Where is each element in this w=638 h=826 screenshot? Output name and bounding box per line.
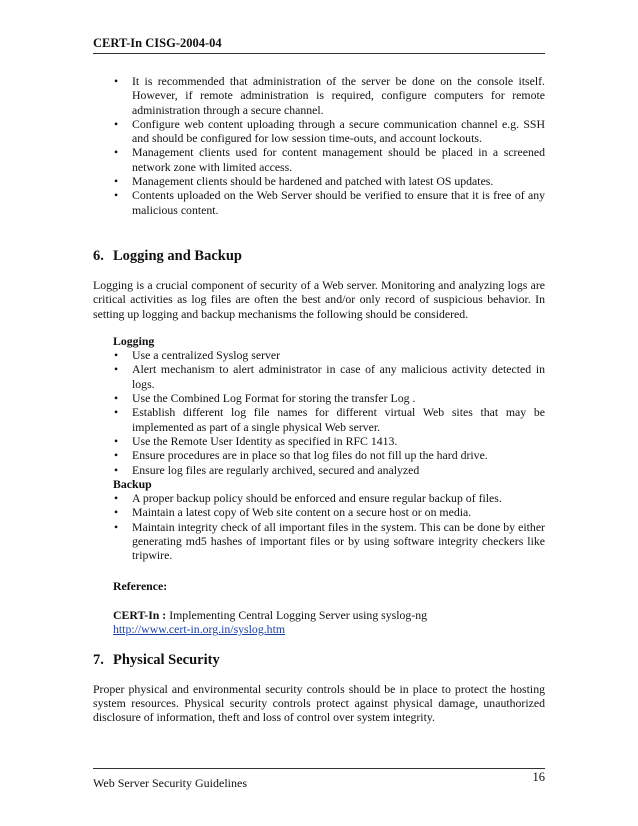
- section-7-body: Proper physical and environmental security controls should be in place to protect the hosting system resources. Physical security controls protect against physical damage, unauthorized disclosure of information, theft and loss of control over system integrity.: [93, 681, 545, 725]
- section-7-heading: [93, 651, 545, 669]
- list-item: • Use the Remote User Identity as specified in RFC 1413.: [93, 434, 545, 448]
- backup-heading: Backup: [113, 476, 152, 491]
- section-6-number: 6.: [93, 247, 104, 264]
- list-item: • Use a centralized Syslog server: [93, 348, 545, 362]
- section-6-heading: [93, 247, 545, 265]
- section-7-title: Physical Security: [113, 651, 220, 668]
- reference-text: Implementing Central Logging Server using syslog-ng: [166, 607, 428, 622]
- list-item: • Establish different log file names for different virtual Web sites that may be implemented as part of a single physical Web server.: [93, 405, 545, 434]
- reference-link[interactable]: http://www.cert-in.org.in/syslog.htm: [113, 622, 286, 637]
- list-item: • Alert mechanism to alert administrator in case of any malicious activity detected in logs.: [93, 362, 545, 391]
- footer-divider: [93, 768, 545, 769]
- page-content: [93, 74, 545, 724]
- section-7-number: 7.: [93, 651, 104, 668]
- list-item: • Maintain a latest copy of Web site content on a secure host or on media.: [93, 505, 545, 519]
- reference-link-line: [93, 622, 545, 636]
- list-item: • Configure web content uploading through a secure communication channel e.g. SSH and should be configured for low session time-outs, and account lockouts.: [93, 117, 545, 146]
- list-item: • Use the Combined Log Format for storing the transfer Log .: [93, 391, 545, 405]
- page-number: 16: [532, 770, 545, 784]
- list-item: • Ensure log files are regularly archived, secured and analyzed: [93, 463, 545, 477]
- list-item: • Ensure procedures are in place so that log files do not fill up the hard drive.: [93, 448, 545, 462]
- section-6-intro: Logging is a crucial component of security of a Web server. Monitoring and analyzing logs are critical activities as log files are often the best and/or only record of suspicious behavior. In setting up logging and backup mechanisms the following should be considered.: [93, 277, 545, 321]
- list-item: • It is recommended that administration of the server be done on the console itself. However, if remote administration is required, configure computers for remote administration through a secure channel.: [93, 74, 545, 117]
- logging-list: [93, 348, 545, 477]
- header-divider: [93, 53, 545, 54]
- backup-list: [93, 491, 545, 562]
- top-bullet-list: [93, 74, 545, 217]
- list-item: • Contents uploaded on the Web Server should be verified to ensure that it is free of any malicious content.: [93, 188, 545, 217]
- list-item: • Maintain integrity check of all important files in the system. This can be done by either generating md5 hashes of important files or by using software integrity checkers like tripwire.: [93, 520, 545, 563]
- list-item: • Management clients should be hardened and patched with latest OS updates.: [93, 174, 545, 188]
- page-header-title: CERT-In CISG-2004-04: [93, 36, 222, 50]
- section-6-title: Logging and Backup: [113, 247, 242, 264]
- reference-heading: Reference:: [113, 578, 168, 593]
- list-item: • A proper backup policy should be enforced and ensure regular backup of files.: [93, 491, 545, 505]
- reference-org: CERT-In :: [113, 607, 167, 622]
- logging-heading: Logging: [113, 333, 155, 348]
- reference-entry: [93, 608, 545, 622]
- footer-title: Web Server Security Guidelines: [93, 776, 247, 790]
- list-item: • Management clients used for content management should be placed in a screened network zone with limited access.: [93, 145, 545, 174]
